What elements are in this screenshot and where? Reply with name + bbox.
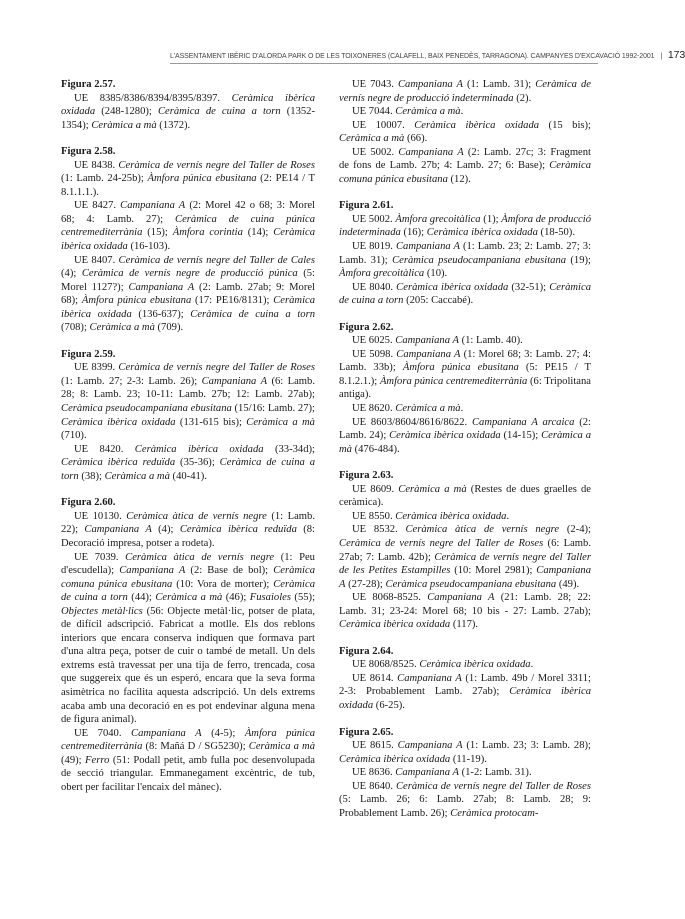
- figure-heading: Figura 2.59.: [61, 348, 116, 360]
- figure-heading: Figura 2.58.: [61, 146, 116, 158]
- caption-entry: UE 7039. Ceràmica àtica de vernís negre (1: Peu d'escudella); Campaniana A (2: Base de bol); Ceràmica comuna púnica ebusitana (10: Vora de morter); Ceràmica de cuina a torn (44); Ceràmica a mà (46); Fusaioles (55); Objectes metàl·lics (56: Objecte metàl·lic, potser de plata, de difícil adscripció. Fabricat a motlle. Els dos reblons interiors que encara conserva indiquen que formava part d'una altra peça, potser de cuir o també de metall. Un dels extrems està travessat per una tija de ferro, trencada, cosa que suggereix que és un esperó, encara que la seva forma asimètrica no facilita aquesta adscripció. Un dels extrems acaba amb una decoració en es pot endevinar alguna mena de figura animal).: [61, 551, 316, 726]
- caption-entry: UE 5002. Campaniana A (2: Lamb. 27c; 3: Fragment de fons de Lamb. 27b; 4: Lamb. 27; 6: Base); Ceràmica comuna púnica ebusitana (12).: [339, 146, 592, 185]
- figure-heading: Figura 2.63.: [339, 470, 394, 482]
- caption-entry: UE 7040. Campaniana A (4-5); Àmfora púnica centremediterrània (8: Mañá D / SG5230); Ceràmica a mà (49); Ferro (51: Podall petit, amb fulla poc desenvolupada de secció triangular. Emmanegament excèntric, de tub, obert per facilitar l'encaix del mànec).: [61, 727, 315, 793]
- caption-entry: UE 8550. Ceràmica ibèrica oxidada.: [352, 510, 510, 522]
- caption-entry: UE 6025. Campaniana A (1: Lamb. 40).: [352, 335, 523, 347]
- right-column: [339, 78, 591, 820]
- caption-entry: UE 8620. Ceràmica a mà.: [352, 403, 464, 415]
- caption-entry: UE 8427. Campaniana A (2: Morel 42 o 68; 3: Morel 68; 4: Lamb. 27); Ceràmica de cuina púnica centremediterrània (15); Àmfora corintia (14); Ceràmica ibèrica oxidada (16-103).: [61, 200, 315, 253]
- caption-entry: UE 8399. Ceràmica de vernís negre del Taller de Roses (1: Lamb. 27; 2-3: Lamb. 26); Campaniana A (6: Lamb. 28; 8: Lamb. 23; 10-11: Lamb. 27b; 12: Lamb. 27ab); Ceràmica pseudocampaniana ebusitana (15/16: Lamb. 27); Ceràmica ibèrica oxidada (131-615 bis); Ceràmica a mà (710).: [61, 362, 315, 442]
- caption-entry: UE 10130. Ceràmica àtica de vernís negre (1: Lamb. 22); Campaniana A (4); Ceràmica ibèrica reduïda (8: Decoració impresa, potser a rodeta).: [61, 510, 315, 549]
- caption-entry: UE 5002. Àmfora grecoitàlica (1); Àmfora de producció indeterminada (16); Ceràmica ibèrica oxidada (18-50).: [339, 213, 591, 239]
- caption-entry: UE 8532. Ceràmica àtica de vernís negre (2-4); Ceràmica de vernís negre del Taller de Roses (6: Lamb. 27ab; 7: Lamb. 42b); Ceràmica de vernís negre del Taller de les Petites Estampilles (10: Morel 2981); Campaniana A (27-28); Ceràmica pseudocampaniana ebusitana (49).: [339, 524, 591, 590]
- caption-entry: UE 8385/8386/8394/8395/8397. Ceràmica ibèrica oxidada (248-1280); Ceràmica de cuina a torn (1352-1354); Ceràmica a mà (1372).: [61, 92, 316, 131]
- header-rule: [170, 63, 598, 64]
- caption-entry: UE 8636. Campaniana A (1-2: Lamb. 31).: [352, 767, 532, 779]
- caption-entry: UE 8438. Ceràmica de vernís negre del Taller de Roses (1: Lamb. 24-25b); Àmfora púnica ebusitana (2: PE14 / T 8.1.1.1.).: [61, 159, 315, 198]
- caption-entry: UE 8040. Ceràmica ibèrica oxidada (32-51); Ceràmica de cuina a torn (205: Caccabé).: [339, 281, 591, 307]
- caption-entry: UE 8019. Campaniana A (1: Lamb. 23; 2: Lamb. 27; 3: Lamb. 31); Ceràmica pseudocampaniana ebusitana (19); Àmfora grecoitàlica (10).: [339, 241, 591, 280]
- figure-heading: Figura 2.65.: [339, 726, 394, 738]
- figure-heading: Figura 2.57.: [61, 79, 116, 90]
- caption-entry: UE 5098. Campaniana A (1: Morel 68; 3: Lamb. 27; 4: Lamb. 33b); Àmfora púnica ebusitana (5: PE15 / T 8.1.2.1.); Àmfora púnica centremediterrània (6: Tripolitana antiga).: [339, 348, 591, 401]
- page-number: 173: [667, 49, 685, 61]
- caption-entry: UE 8609. Ceràmica a mà (Restes de dues graelles de ceràmica).: [339, 483, 591, 509]
- caption-entry: UE 7044. Ceràmica a mà.: [352, 106, 464, 118]
- caption-entry: UE 8068-8525. Campaniana A (21: Lamb. 28; 22: Lamb. 31; 23-24: Morel 68; 10 bis - 27: Lamb. 27ab); Ceràmica ibèrica oxidada (117).: [339, 592, 591, 631]
- caption-entry: UE 10007. Ceràmica ibèrica oxidada (15 bis); Ceràmica a mà (66).: [339, 119, 591, 145]
- caption-entry: UE 8420. Ceràmica ibèrica oxidada (33-34d); Ceràmica ibèrica reduïda (35-36); Ceràmica de cuina a torn (38); Ceràmica a mà (40-41).: [61, 443, 315, 482]
- running-header: [170, 49, 685, 63]
- caption-entry: UE 8614. Campaniana A (1: Lamb. 49b / Morel 3311; 2-3: Probablement Lamb. 27ab); Ceràmica ibèrica oxidada (6-25).: [339, 672, 591, 711]
- caption-entry: UE 7043. Campaniana A (1: Lamb. 31); Ceràmica de vernís negre de producció indeterminada (2).: [339, 79, 591, 104]
- caption-entry: UE 8603/8604/8616/8622. Campaniana A arcaica (2: Lamb. 24); Ceràmica ibèrica oxidada (14-15); Ceràmica a mà (476-484).: [339, 416, 591, 455]
- caption-entry: UE 8615. Campaniana A (1: Lamb. 23; 3: Lamb. 28); Ceràmica ibèrica oxidada (11-19).: [339, 740, 591, 765]
- figure-heading: Figura 2.60.: [61, 497, 116, 509]
- caption-entry: UE 8640. Ceràmica de vernís negre del Taller de Roses (5: Lamb. 26; 6: Lamb. 27ab; 8: Lamb. 28; 9: Probablement Lamb. 26); Ceràmica protocam-: [339, 780, 591, 819]
- left-column: [61, 78, 315, 794]
- figure-heading: Figura 2.62.: [339, 321, 394, 333]
- caption-entry: UE 8407. Ceràmica de vernís negre del Taller de Cales (4); Ceràmica de vernís negre de producció púnica (5: Morel 1127?); Campaniana A (2: Lamb. 27ab; 9: Morel 68); Àmfora púnica ebusitana (17: PE16/8131); Ceràmica ibèrica oxidada (136-637); Ceràmica de cuina a torn (708); Ceràmica a mà (709).: [61, 254, 316, 334]
- caption-entry: UE 8068/8525. Ceràmica ibèrica oxidada.: [352, 659, 534, 671]
- header-separator: |: [660, 53, 663, 60]
- figure-heading: Figura 2.61.: [339, 200, 394, 212]
- figure-heading: Figura 2.64.: [339, 645, 394, 657]
- running-title: L'ASSENTAMENT IBÈRIC D'ALORDA PARK O DE LES TOIXONERES (CALAFELL, BAIX PENEDÈS, TARRAGONA). CAMPANYES D'EXCAVACIÓ 1992-2001: [170, 53, 655, 60]
